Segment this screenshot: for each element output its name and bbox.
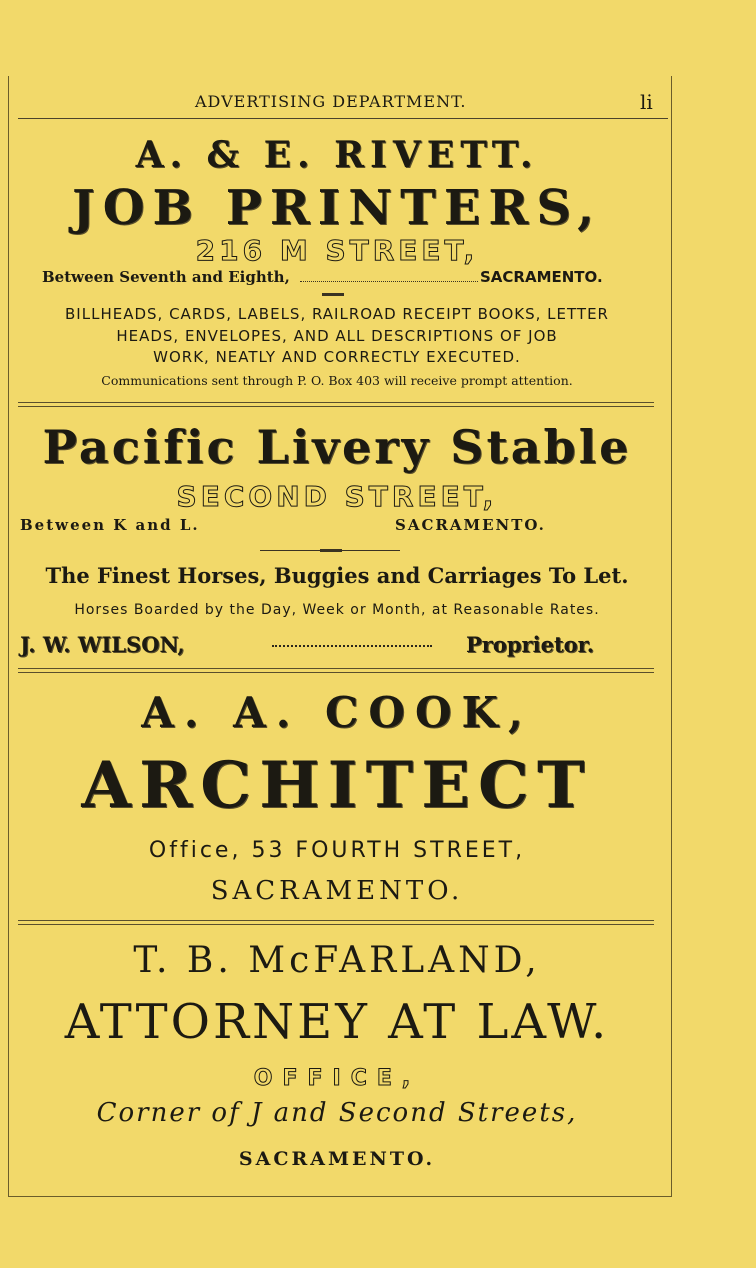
ad-rivett-services-1: BILLHEADS, CARDS, LABELS, RAILROAD RECEIPT BOOKS, LETTER [65, 305, 609, 323]
ad-rivett-between: Between Seventh and Eighth, [42, 268, 290, 286]
ad-rivett-address: 216 M STREET, [195, 234, 479, 267]
ad-rivett-city: SACRAMENTO. [480, 268, 603, 286]
ad-livery-city: SACRAMENTO. [395, 516, 546, 534]
page-number: li [640, 90, 653, 114]
ad-livery-street: SECOND STREET, [176, 480, 498, 513]
ad-livery-between: Between K and L. [20, 516, 200, 534]
ad-cook-title: ARCHITECT [81, 748, 593, 823]
ad-livery-tagline: The Finest Horses, Buggies and Carriages To Let. [45, 563, 629, 588]
ad-mcfarland-city: SACRAMENTO. [238, 1148, 436, 1170]
ad-mcfarland-office: OFFICE, [253, 1066, 421, 1091]
ad-rivett-services-3: WORK, NEATLY AND CORRECTLY EXECUTED. [153, 348, 521, 366]
ad-mcfarland-location: Corner of J and Second Streets, [96, 1098, 578, 1128]
ad-rivett-name: A. & E. RIVETT. [135, 134, 539, 176]
running-header: ADVERTISING DEPARTMENT. [195, 92, 467, 111]
ad-cook-name: A. A. COOK, [141, 688, 533, 737]
ad-rivett-services-2: HEADS, ENVELOPES, AND ALL DESCRIPTIONS OF JOB [116, 327, 558, 345]
ad-rivett-leader [300, 281, 478, 283]
ad-cook-office: Office, 53 FOURTH STREET, [148, 838, 526, 863]
divider-mark [322, 293, 344, 296]
header-rule [18, 118, 668, 119]
ad-mcfarland-title: ATTORNEY AT LAW. [64, 994, 610, 1050]
section-divider [18, 668, 654, 673]
owner-leader-dots [272, 645, 432, 650]
ad-mcfarland-name: T. B. McFARLAND, [133, 940, 541, 981]
ad-livery-owner: J. W. WILSON, [20, 632, 185, 657]
ad-rivett-trade: JOB PRINTERS, [72, 180, 602, 236]
ad-rivett-note: Communications sent through P. O. Box 403 will receive prompt attention. [101, 373, 573, 388]
section-divider [18, 402, 654, 407]
ad-livery-name: Pacific Livery Stable [42, 420, 632, 474]
ad-livery-boarding: Horses Boarded by the Day, Week or Month, at Reasonable Rates. [74, 602, 600, 618]
ad-cook-city: SACRAMENTO. [210, 876, 464, 906]
ad-livery-role: Proprietor. [466, 632, 595, 657]
section-divider [18, 920, 654, 925]
divider-mark [320, 549, 342, 552]
